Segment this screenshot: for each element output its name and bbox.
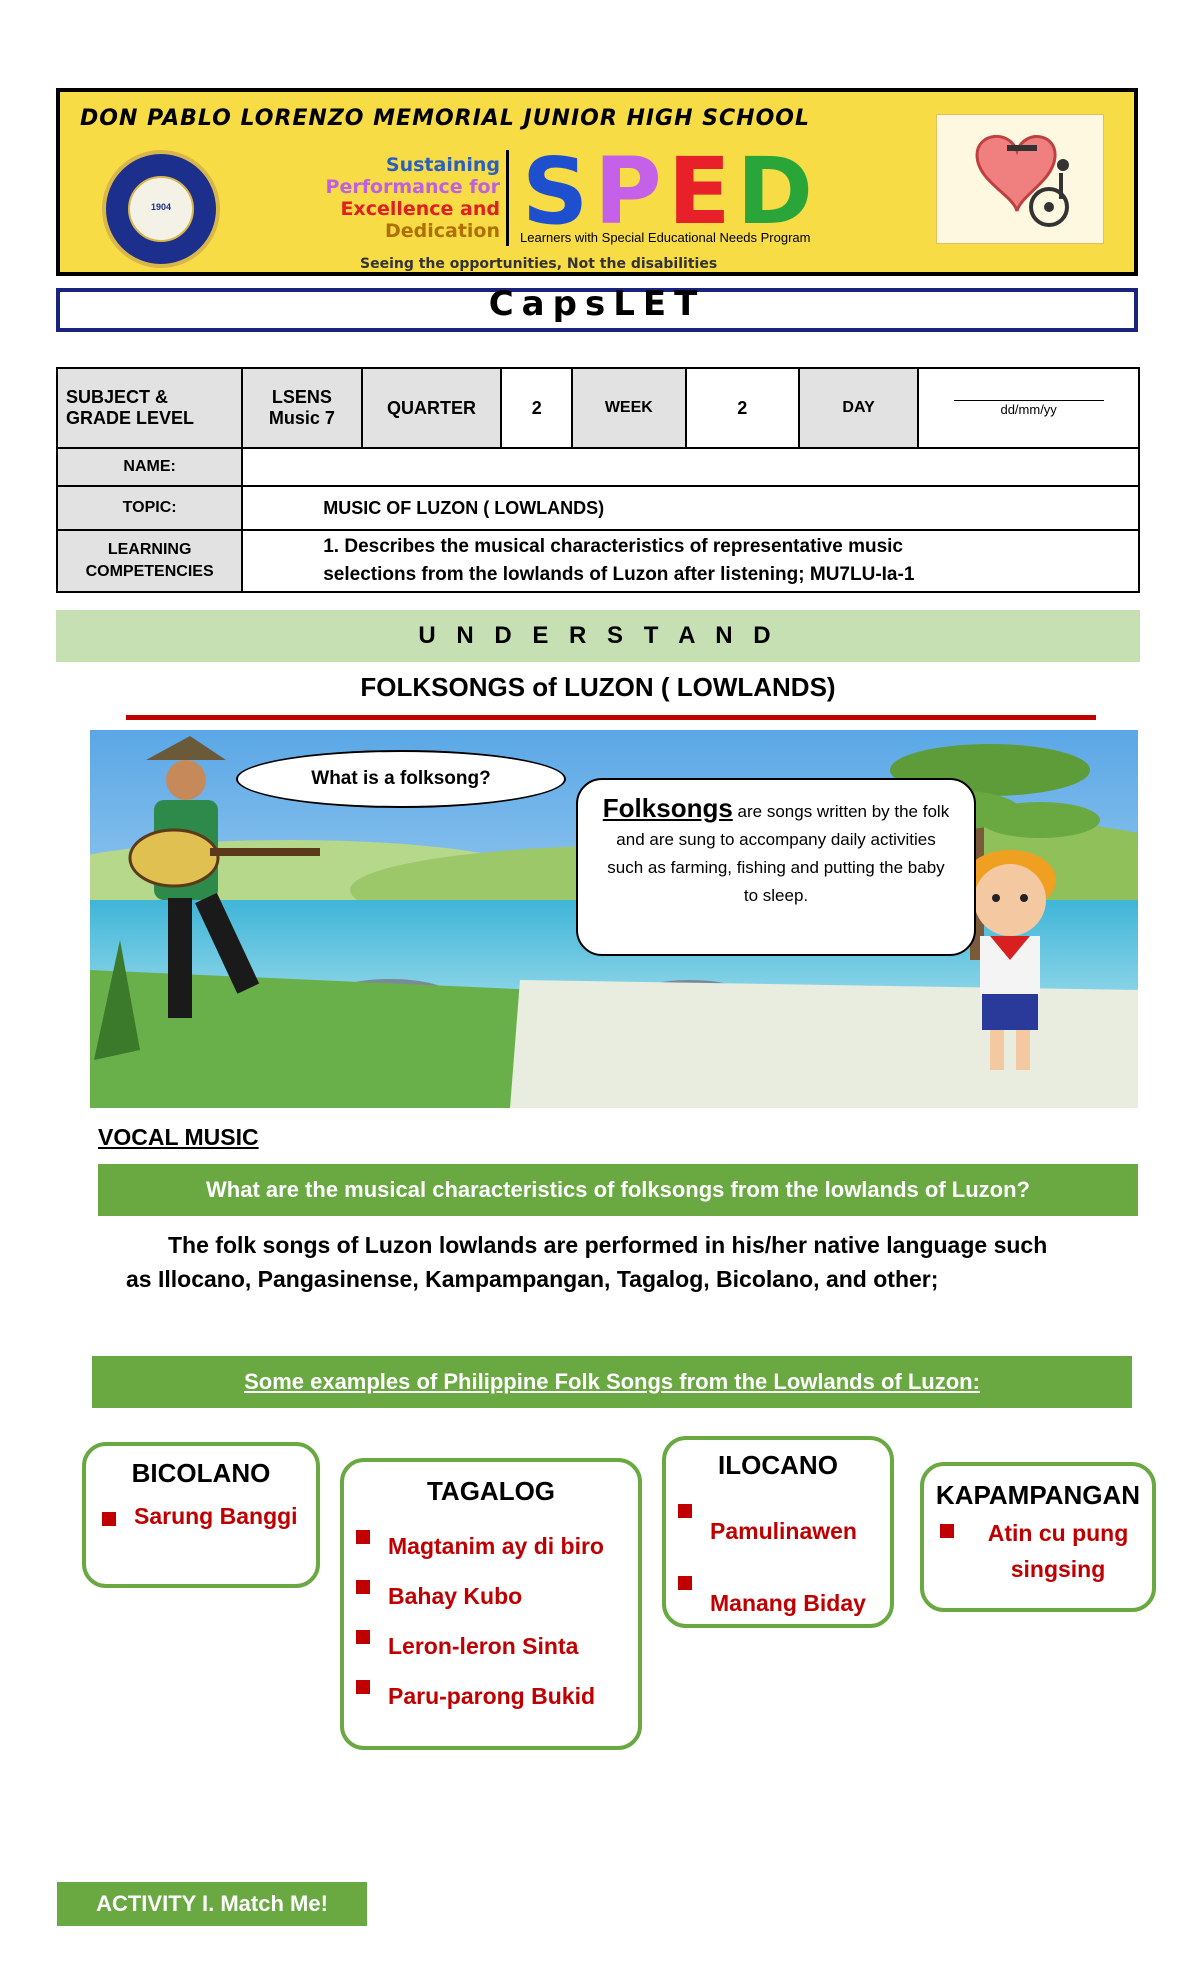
school-seal-icon [102,150,220,268]
sped-logo-text [522,138,819,245]
quarter-value: 2 [501,368,572,448]
motto-line: Sustaining [385,154,500,176]
examples-heading: Some examples of Philippine Folk Songs from the Lowlands of Luzon: [92,1356,1132,1408]
info-table [56,367,1140,593]
tagline: Seeing the opportunities, Not the disabilities [360,256,718,272]
region-box-ilocano [662,1436,894,1628]
song-item: Bahay Kubo [354,1571,638,1621]
heart-wheelchair-logo-icon [936,114,1104,244]
motto-line: Performance for [325,176,500,198]
region-title: ILOCANO [718,1450,838,1480]
paragraph-line: as Illocano, Pangasinense, Kampampangan, Tagalog, Bicolano, and other; [126,1266,939,1292]
school-name: DON PABLO LORENZO MEMORIAL JUNIOR HIGH SCHOOL [80,106,811,131]
song-item: Leron-leron Sinta [354,1621,638,1671]
name-label: NAME: [57,448,242,486]
header-divider [506,150,509,246]
subject-value: LSENS Music 7 [242,368,361,448]
region-box-tagalog [340,1458,642,1750]
sped-letter: S [522,138,595,245]
folksongs-title: FOLKSONGS of LUZON ( LOWLANDS) [360,672,836,702]
song-item: Atin cu pung singsing [938,1515,1152,1587]
motto [262,154,500,242]
motto-line: Dedication [384,220,500,242]
characteristics-question: What are the musical characteristics of folksongs from the lowlands of Luzon? [98,1164,1138,1216]
region-title: KAPAMPANGAN [935,1480,1141,1510]
region-box-kapampangan [920,1462,1156,1612]
song-item: Paru-parong Bukid [354,1671,638,1721]
sped-letter: P [594,138,668,245]
understand-heading: U N D E R S T A N D [56,610,1140,662]
week-label: WEEK [572,368,685,448]
vocal-paragraph [126,1228,1116,1296]
vocal-music-heading: VOCAL MUSIC [98,1124,259,1150]
day-value[interactable] [918,368,1139,448]
topic-value: MUSIC OF LUZON ( LOWLANDS) [242,486,1139,530]
sped-subtitle: Learners with Special Educational Needs Program [520,230,811,245]
song-item: Magtanim ay di biro [354,1521,638,1571]
day-format: dd/mm/yy [1000,401,1057,417]
name-field[interactable] [242,448,1139,486]
region-title: BICOLANO [131,1458,271,1488]
region-title: TAGALOG [426,1476,556,1506]
paragraph-line: The folk songs of Luzon lowlands are performed in his/her native language such [168,1232,1048,1258]
competencies-label: LEARNING COMPETENCIES [57,530,242,592]
title-rule [126,715,1096,720]
topic-label: TOPIC: [57,486,242,530]
question-bubble: What is a folksong? [236,750,566,808]
song-item: Pamulinawen [676,1495,890,1567]
definition-text: are songs written by the folk and are sung to accompany daily activities such as farming, fishing and putting the baby to sleep. [607,802,950,905]
activity-heading: ACTIVITY I. Match Me! [57,1882,367,1926]
competencies-value: 1. Describes the musical characteristics of representative music selections from the lowlands of Luzon after listening; MU7LU-Ia-1 [242,530,1139,592]
seal-year: 1904 [150,202,172,212]
region-box-bicolano [82,1442,320,1588]
subject-label: SUBJECT & GRADE LEVEL [57,368,242,448]
week-value: 2 [686,368,799,448]
definition-bubble [576,778,976,956]
song-item: Manang Biday [676,1567,890,1639]
motto-line: Excellence and [340,198,500,220]
day-label: DAY [799,368,918,448]
capslet-title: CapsLET [488,284,706,324]
sped-letter: D [736,138,819,245]
definition-term: Folksongs [602,793,733,823]
sped-letter: E [667,138,737,245]
quarter-label: QUARTER [362,368,502,448]
song-item: Sarung Banggi [100,1503,316,1530]
